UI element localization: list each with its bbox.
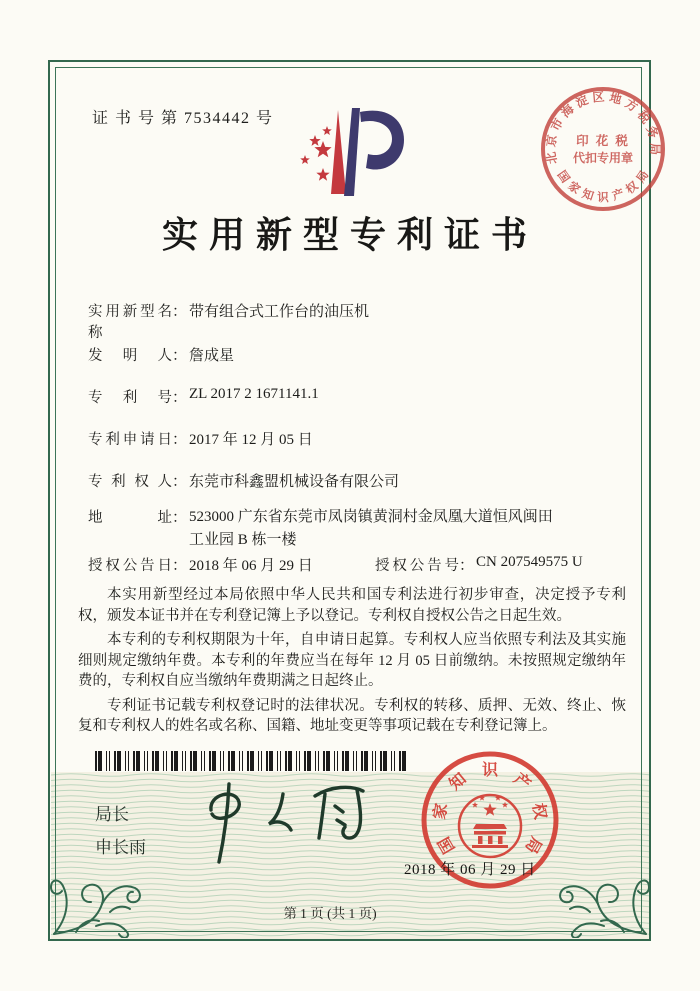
colon: ： bbox=[172, 348, 188, 364]
seal-date: 2018 年 06 月 29 日 bbox=[404, 862, 536, 878]
svg-text:家: 家 bbox=[565, 180, 582, 197]
field-value: 2018 年 06 月 29 日 bbox=[189, 558, 313, 574]
field-value bbox=[189, 506, 629, 552]
logo-blue-bar bbox=[344, 108, 360, 196]
svg-text:识: 识 bbox=[597, 192, 609, 204]
svg-text:北: 北 bbox=[543, 150, 560, 166]
field-label: 专利申请日 bbox=[88, 432, 172, 448]
field-row-patentee bbox=[88, 470, 399, 491]
tax-stamp-seal bbox=[536, 82, 670, 216]
national-emblem-icon bbox=[459, 795, 521, 857]
cnipa-logo bbox=[290, 106, 412, 202]
field-row-grant bbox=[88, 554, 648, 575]
certificate-number: 证 书 号 第 7534442 号 bbox=[92, 110, 274, 127]
colon: ： bbox=[172, 304, 188, 320]
svg-text:知: 知 bbox=[446, 770, 470, 794]
svg-text:识: 识 bbox=[481, 762, 499, 779]
svg-text:务: 务 bbox=[643, 124, 661, 141]
field-row-patent-no bbox=[88, 386, 319, 407]
legal-paragraph-3: 专利证书记载专利权登记时的法律状况。专利权的转移、质押、无效、终止、恢复和专利权人的姓名或名称、国籍、地址变更等事项记载在专利登记簿上。 bbox=[78, 697, 626, 734]
svg-text:区: 区 bbox=[591, 89, 606, 105]
svg-text:权: 权 bbox=[528, 802, 549, 821]
colon: ： bbox=[172, 390, 188, 406]
colon: ： bbox=[172, 558, 188, 574]
field-label: 专利权人 bbox=[88, 474, 172, 490]
field-row-address bbox=[88, 506, 629, 552]
legal-paragraph-2: 本专利的专利权期限为十年，自申请日起算。专利权人应当依照专利法及其实施细则规定缴纳年费。本专利的年费应当在每年 12 月 05 日前缴纳。未按照规定缴纳年费的，专利权自应当缴纳年费期满之日起终止。 bbox=[78, 632, 626, 689]
colon: ： bbox=[172, 432, 188, 448]
svg-text:局: 局 bbox=[634, 168, 652, 186]
logo-p-bowl bbox=[360, 111, 404, 170]
svg-text:京: 京 bbox=[543, 133, 560, 148]
commissioner-name: 申长雨 bbox=[95, 838, 146, 857]
field-label: 专利号 bbox=[88, 390, 172, 406]
field-row-name bbox=[88, 300, 369, 342]
svg-text:淀: 淀 bbox=[573, 92, 591, 111]
svg-text:市: 市 bbox=[548, 115, 567, 134]
stamp-center-line2: 代扣专用章 bbox=[572, 151, 634, 165]
field-label: 授权公告号 bbox=[375, 558, 459, 574]
colon: ： bbox=[459, 558, 475, 574]
field-grant-no bbox=[375, 554, 583, 575]
commissioner-title: 局长 bbox=[95, 805, 129, 824]
svg-text:海: 海 bbox=[558, 101, 577, 121]
logo-red-wedge bbox=[331, 110, 346, 194]
svg-text:方: 方 bbox=[622, 96, 641, 115]
svg-text:权: 权 bbox=[624, 180, 641, 197]
commissioner-signature bbox=[195, 772, 400, 872]
svg-text:国: 国 bbox=[554, 168, 572, 186]
field-value: 带有组合式工作台的油压机 bbox=[189, 304, 370, 320]
field-value: 2017 年 12 月 05 日 bbox=[189, 432, 313, 448]
svg-text:家: 家 bbox=[431, 802, 452, 821]
field-value: ZL 2017 2 1671141.1 bbox=[189, 386, 319, 402]
legal-paragraph-1: 本实用新型经过本局依照中华人民共和国专利法进行初步审查，决定授予专利权，颁发本证书并在专利登记簿上予以登记。专利权自授权公告之日起生效。 bbox=[78, 587, 626, 624]
field-row-inventor bbox=[88, 344, 234, 365]
certificate-barcode bbox=[95, 751, 408, 771]
svg-text:知: 知 bbox=[580, 188, 595, 204]
field-label: 地址 bbox=[88, 510, 172, 526]
field-value: 东莞市科鑫盟机械设备有限公司 bbox=[189, 474, 400, 490]
field-label: 发明人 bbox=[88, 348, 172, 364]
svg-text:税: 税 bbox=[634, 107, 654, 127]
field-label: 授权公告日 bbox=[88, 558, 172, 574]
svg-text:局: 局 bbox=[648, 142, 662, 156]
address-line1: 523000 广东省东莞市凤岗镇黄洞村金凤凰大道恒风闽田 bbox=[189, 509, 553, 525]
field-label: 实用新型名称 bbox=[88, 304, 172, 341]
page-number: 第 1 页 (共 1 页) bbox=[283, 906, 377, 921]
certificate-title: 实用新型专利证书 bbox=[161, 215, 538, 255]
colon: ： bbox=[172, 474, 188, 490]
field-row-filing-date bbox=[88, 428, 313, 449]
svg-text:地: 地 bbox=[608, 90, 624, 107]
colon: ： bbox=[172, 510, 188, 526]
stamp-center-line1: 印 花 税 bbox=[576, 134, 630, 148]
address-line2: 工业园 B 栋一楼 bbox=[189, 532, 297, 548]
logo-stars-icon bbox=[300, 126, 332, 181]
field-value: CN 207549575 U bbox=[476, 554, 583, 570]
field-value: 詹成星 bbox=[189, 348, 235, 364]
svg-text:局: 局 bbox=[521, 833, 545, 856]
svg-text:产: 产 bbox=[510, 770, 534, 794]
svg-text:国: 国 bbox=[435, 833, 459, 856]
legal-text-block bbox=[78, 585, 626, 741]
svg-text:产: 产 bbox=[611, 188, 626, 204]
